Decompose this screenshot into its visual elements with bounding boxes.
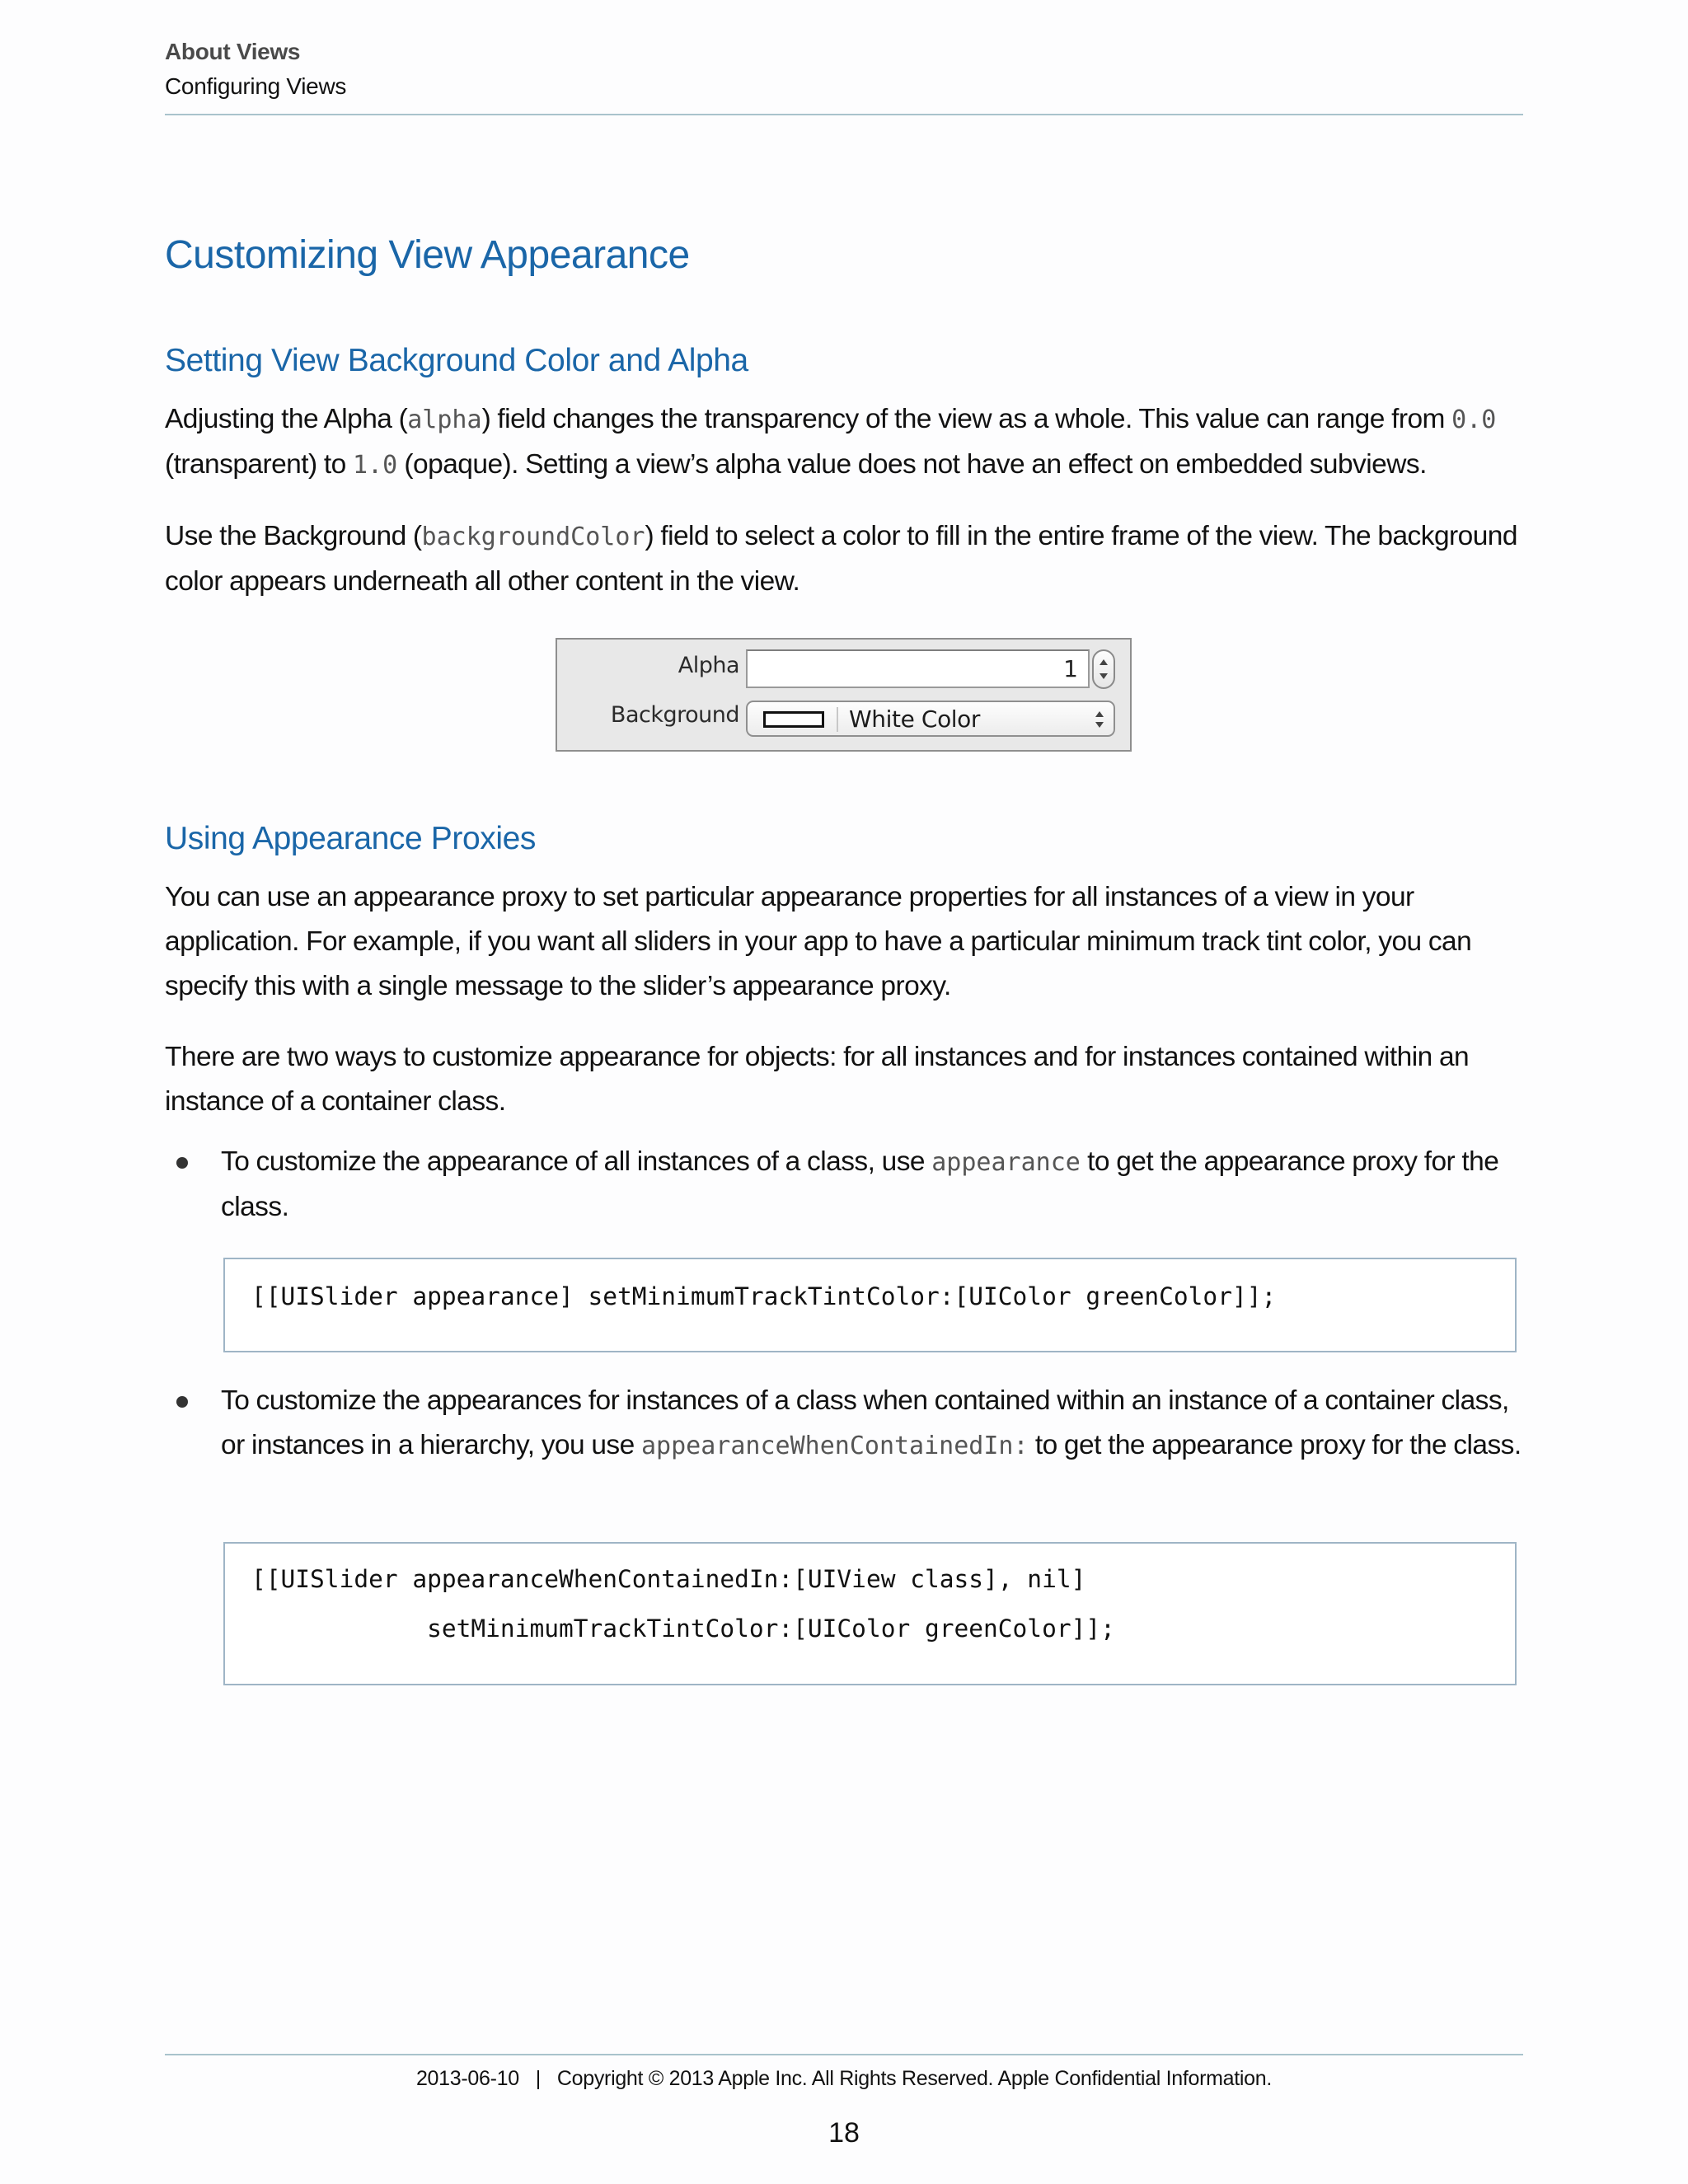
- paragraph-alpha: Adjusting the Alpha (alpha) field changes the transparency of the view as a whole. This value can range from 0.0 (transparent) to 1.0 (opaque). Setting a view’s alpha value does not have an effect on embedded subviews.: [165, 404, 1497, 480]
- alpha-value: 1: [1063, 655, 1078, 682]
- stepper-up-icon[interactable]: [1100, 659, 1108, 665]
- bullet-item-all-instances: To customize the appearance of all instances of a class, use appearance to get the appearance proxy for the class.: [221, 1146, 1499, 1222]
- section-heading-appearance-proxies: Using Appearance Proxies: [165, 821, 537, 856]
- page-number: 18: [828, 2117, 860, 2149]
- inline-code-appearance: appearance: [931, 1148, 1081, 1177]
- background-color-value: White Color: [849, 705, 981, 733]
- color-swatch-icon: [763, 711, 824, 728]
- running-header-chapter: Configuring Views: [165, 73, 347, 99]
- alpha-field[interactable]: [746, 649, 1090, 688]
- page-title: Customizing View Appearance: [165, 233, 690, 277]
- inline-code-appearanceWhenContainedIn: appearanceWhenContainedIn:: [640, 1432, 1029, 1460]
- background-color-popup[interactable]: [746, 701, 1115, 737]
- background-label: Background: [610, 702, 739, 728]
- paragraph-two-ways: There are two ways to customize appearance for objects: for all instances and for instances contained within an instance of a container class.: [165, 1042, 1470, 1117]
- footer-copyright: 2013-06-10 | Copyright © 2013 Apple Inc. All Rights Reserved. Apple Confidential Information.: [415, 2067, 1273, 2090]
- code-block-appearance: [223, 1258, 1517, 1352]
- code-line: [[UISlider appearanceWhenContainedIn:[UIView class], nil]: [251, 1565, 1086, 1593]
- paragraph-background: Use the Background (backgroundColor) field to select a color to fill in the entire frame of the view. The background color appears underneath all other content in the view.: [165, 521, 1517, 597]
- paragraph-proxy-intro: You can use an appearance proxy to set particular appearance properties for all instances of a view in your application. For example, if you want all sliders in your app to have a particular minimum track tint color, you can specify this with a single message to the slider’s appearance proxy.: [165, 882, 1472, 1001]
- code-line: [[UISlider appearance] setMinimumTrackTintColor:[UIColor greenColor]];: [251, 1282, 1277, 1310]
- section-heading-background-alpha: Setting View Background Color and Alpha: [165, 343, 748, 378]
- inline-code-zero: 0.0: [1451, 405, 1497, 434]
- popup-divider: [837, 707, 838, 732]
- alpha-label: Alpha: [678, 653, 739, 678]
- popup-arrows-icon: [1095, 710, 1104, 729]
- running-header-section: About Views: [165, 39, 301, 64]
- inline-code-backgroundColor: backgroundColor: [421, 523, 645, 551]
- header-rule: [165, 114, 1523, 115]
- view-attributes-inspector: [556, 638, 1132, 752]
- inline-code-one: 1.0: [352, 451, 398, 480]
- bullet-icon: [176, 1157, 188, 1169]
- alpha-stepper[interactable]: [1092, 649, 1115, 689]
- bullet-item-contained-in: To customize the appearances for instances of a class when contained within an instance of a container class, or instances in a hierarchy, you use appearanceWhenContainedIn: to get the appearance proxy for the class.: [221, 1385, 1522, 1460]
- code-block-contained-in: [223, 1542, 1517, 1685]
- footer-rule: [165, 2054, 1523, 2055]
- bullet-icon: [176, 1396, 188, 1408]
- stepper-down-icon[interactable]: [1100, 673, 1108, 679]
- code-line: setMinimumTrackTintColor:[UIColor greenColor]];: [251, 1615, 1115, 1643]
- inline-code-alpha: alpha: [407, 405, 482, 434]
